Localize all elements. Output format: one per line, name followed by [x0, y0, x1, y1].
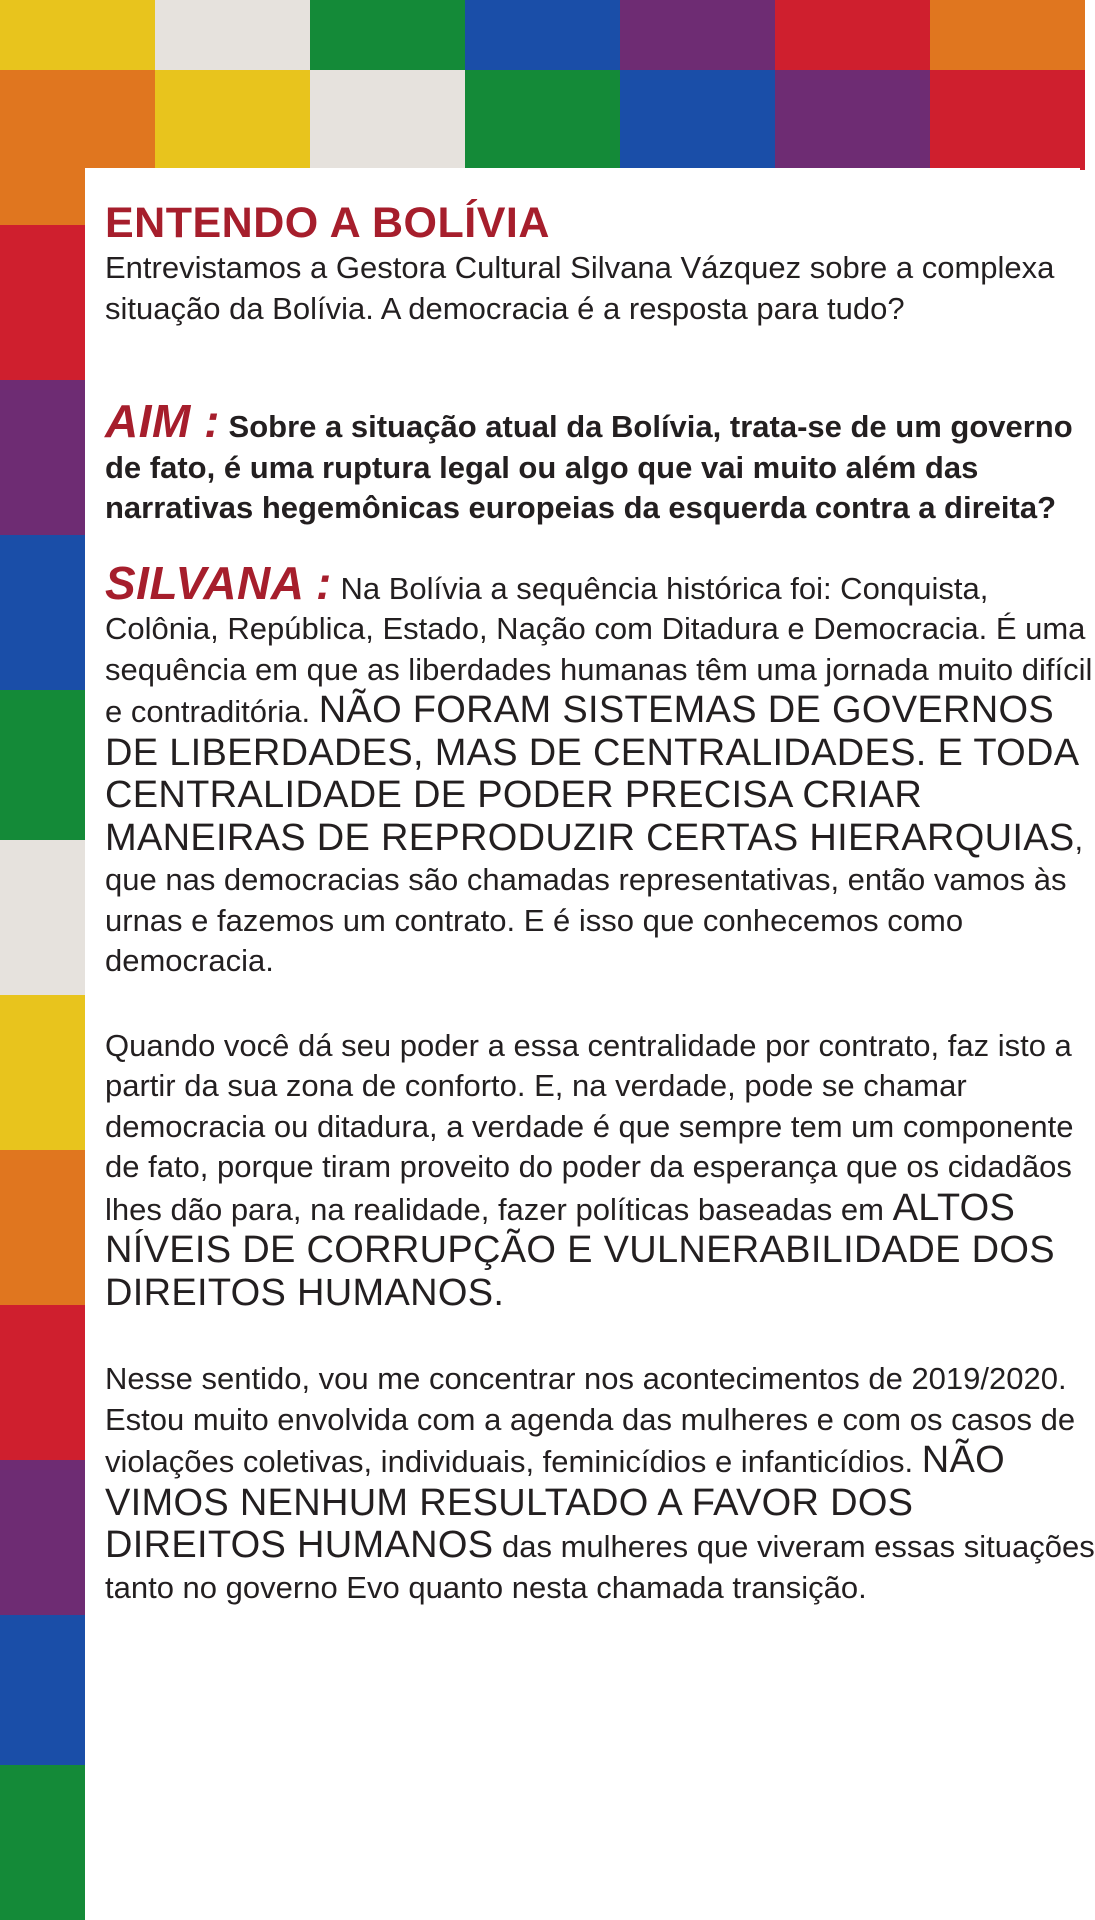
question-speaker: AIM : — [105, 395, 220, 447]
flag-tile — [0, 1765, 85, 1920]
flag-tile — [0, 1460, 85, 1615]
question-text: Sobre a situação atual da Bolívia, trata-se de um governo de fato, é uma ruptura legal ou algo que vai muito além das narrativas hegemônicas europeias da esquerda contra a direita? — [105, 409, 1073, 525]
flag-tile — [620, 0, 775, 77]
flag-tile — [0, 0, 155, 77]
answer-paragraph-2 — [105, 1026, 1095, 1316]
flag-tile — [0, 995, 85, 1150]
interview-question — [105, 395, 1095, 529]
article-panel — [85, 168, 1095, 1920]
answer-paragraph-1 — [105, 556, 1095, 982]
flag-tile — [0, 1150, 85, 1305]
flag-tile — [0, 535, 85, 690]
flag-tile — [0, 170, 85, 225]
flag-tile — [310, 0, 465, 77]
answer-text: das mulheres que viveram essas situações tanto no governo Evo quanto nesta chamada transição. — [105, 1529, 1095, 1605]
flag-tile — [0, 1615, 85, 1765]
answer-text: , que nas democracias são chamadas representativas, então vamos às urnas e fazemos um contrato. E é isso que conhecemos como democracia. — [105, 821, 1084, 978]
flag-tile — [620, 70, 775, 170]
flag-tile — [775, 0, 930, 77]
flag-tile — [775, 70, 930, 170]
answer-paragraph-3 — [105, 1359, 1095, 1608]
flag-tile — [930, 70, 1085, 170]
answer-highlight: NÃO FORAM SISTEMAS DE GOVERNOS DE LIBERDADES, MAS DE CENTRALIDADES. E TODA CENTRALIDADE DE PODER PRECISA CRIAR MANEIRAS DE REPRODUZIR CERTAS HIERARQUIAS — [105, 689, 1078, 859]
flag-tile — [465, 70, 620, 170]
article-title: ENTENDO A BOLÍVIA — [105, 199, 550, 247]
article-body — [105, 200, 1095, 1608]
flag-tile — [0, 1305, 85, 1460]
flag-tile — [155, 0, 310, 77]
answer-text: Quando você dá seu poder a essa centralidade por contrato, faz isto a partir da sua zona de conforto. E, na verdade, pode se chamar democracia ou ditadura, a verdade é que sempre tem um componente de fato, porque tiram proveito do poder da esperança que os cidadãos lhes dão para, na realidade, fazer políticas baseadas em — [105, 1027, 1074, 1227]
flag-tile — [155, 70, 310, 170]
flag-tile — [0, 225, 85, 380]
answer-highlight: NÃO VIMOS NENHUM RESULTADO A FAVOR DOS DIREITOS HUMANOS — [105, 1439, 1005, 1566]
flag-tile — [0, 840, 85, 995]
answer-text: Nesse sentido, vou me concentrar nos acontecimentos de 2019/2020. Estou muito envolvida com a agenda das mulheres e com os casos de violações coletivas, individuais, feminicídios e infanticídios. — [105, 1361, 1076, 1479]
answer-highlight: ALTOS NÍVEIS DE CORRUPÇÃO E VULNERABILIDADE DOS DIREITOS HUMANOS. — [105, 1186, 1055, 1314]
article-lead: Entrevistamos a Gestora Cultural Silvana Vázquez sobre a complexa situação da Bolívia. A democracia é a resposta para tudo? — [105, 250, 1055, 326]
flag-tile — [0, 380, 85, 535]
flag-tile — [465, 0, 620, 77]
flag-tile — [0, 70, 155, 170]
flag-tile — [310, 70, 465, 170]
flag-tile — [0, 690, 85, 840]
answer-text: Na Bolívia a sequência histórica foi: Conquista, Colônia, República, Estado, Nação com Ditadura e Democracia. É uma sequência em que as liberdades humanas têm uma jornada muito difícil e contraditória. — [105, 570, 1093, 729]
answer-speaker: SILVANA : — [105, 556, 332, 609]
flag-tile — [930, 0, 1085, 77]
